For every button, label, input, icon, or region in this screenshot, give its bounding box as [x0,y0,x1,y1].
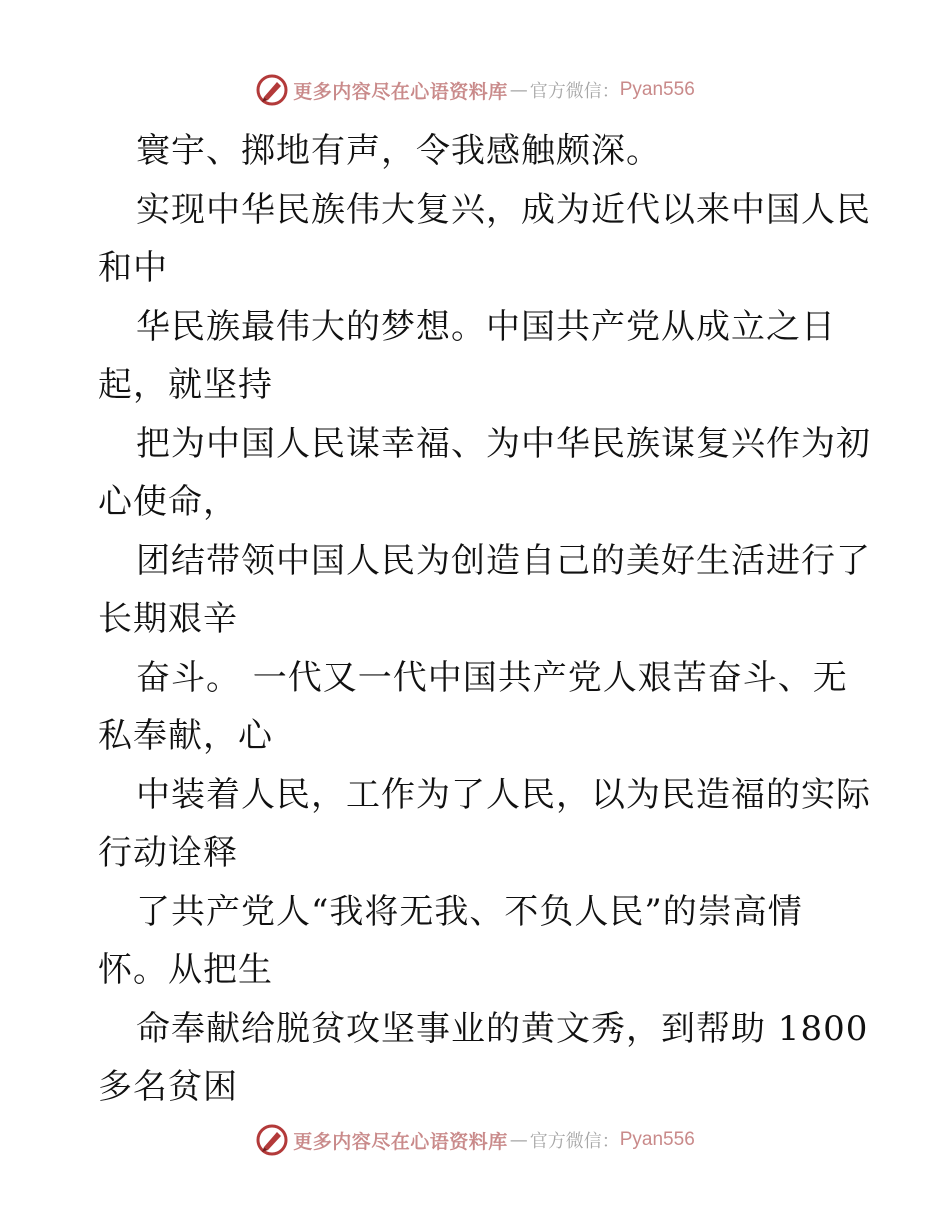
watermark-wechat-id: Pyan556 [619,79,695,100]
text-line: 奋斗。 一代又一代中国共产党人艰苦奋斗、无 [136,657,848,698]
watermark-wechat-label: 官方微信： [529,81,620,102]
text-line: 行动诠释 [98,833,238,873]
text-line: 起，就坚持 [98,365,273,405]
text-line: 实现中华民族伟大复兴，成为近代以来中国人民 [136,189,871,230]
text-line: 长期艰辛 [98,599,238,639]
text-line: 把为中国人民谋幸福、为中华民族谋复兴作为初 [136,423,871,464]
watermark-wechat-label: 官方微信： [529,1131,620,1152]
watermark-main-text: 更多内容尽在心语资料库 [293,1130,508,1153]
pen-logo-icon [255,1123,289,1157]
text-line: 了共产党人“我将无我、不负人民”的崇高情 [136,891,803,932]
text-line: 怀。从把生 [98,950,273,990]
watermark-wechat-id: Pyan556 [619,1129,695,1150]
body-text [98,122,871,1117]
text-line: 多名贫困 [98,1067,238,1107]
header-watermark [0,72,950,108]
text-line: 寰宇、掷地有声，令我感触颇深。 [136,131,661,171]
watermark-main-text: 更多内容尽在心语资料库 [293,80,508,103]
text-line: 私奉献，心 [98,716,273,756]
watermark-dash: — [509,1129,528,1151]
text-line: 和中 [98,248,168,288]
text-line: 中装着人民，工作为了人民，以为民造福的实际 [136,774,871,815]
pen-logo-icon [255,73,289,107]
text-line: 团结带领中国人民为创造自己的美好生活进行了 [136,540,871,581]
text-line: 心使命， [98,482,238,522]
footer-watermark [0,1122,950,1158]
text-line: 命奉献给脱贫攻坚事业的黄文秀，到帮助 1800 [136,1008,869,1049]
text-line: 华民族最伟大的梦想。中国共产党从成立之日 [136,306,836,347]
watermark-dash: — [509,79,528,101]
